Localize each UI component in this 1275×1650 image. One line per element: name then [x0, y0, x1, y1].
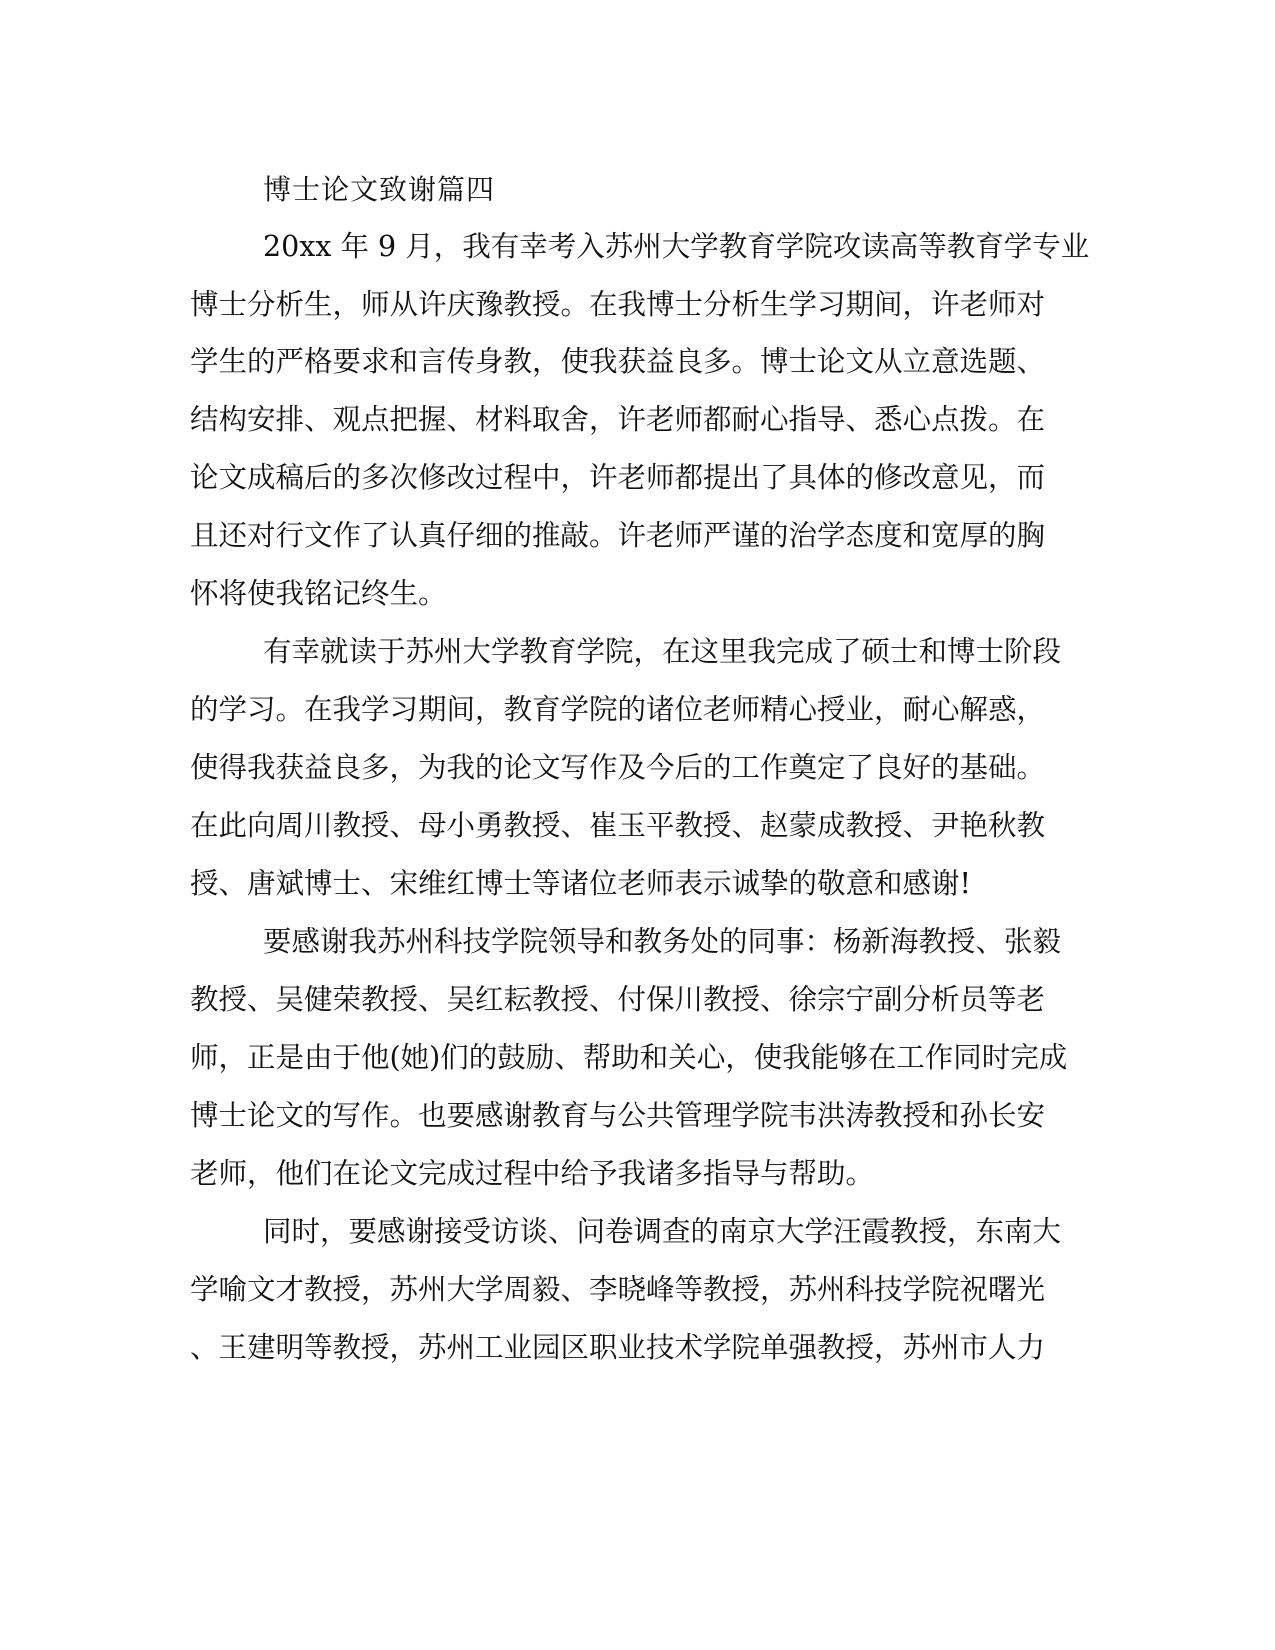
paragraph-line: 老师，他们在论文完成过程中给予我诸多指导与帮助。	[190, 1157, 875, 1190]
paragraph-line: 教授、吴健荣教授、吴红耘教授、付保川教授、徐宗宁副分析员等老	[190, 983, 1046, 1016]
paragraph-line: 怀将使我铭记终生。	[190, 577, 447, 610]
paragraph-line: 、王建明等教授，苏州工业园区职业技术学院单强教授，苏州市人力	[190, 1331, 1046, 1364]
paragraph-line: 且还对行文作了认真仔细的推敲。许老师严谨的治学态度和宽厚的胸	[190, 519, 1046, 552]
paragraph-line: 师，正是由于他(她)们的鼓励、帮助和关心，使我能够在工作同时完成	[190, 1041, 1068, 1074]
paragraph-line: 在此向周川教授、母小勇教授、崔玉平教授、赵蒙成教授、尹艳秋教	[190, 809, 1046, 842]
paragraph-line: 的学习。在我学习期间，教育学院的诸位老师精心授业，耐心解惑，	[190, 693, 1046, 726]
paragraph-line: 20xx 年 9 月，我有幸考入苏州大学教育学院攻读高等教育学专业	[263, 230, 1090, 263]
paragraph-line: 论文成稿后的多次修改过程中，许老师都提出了具体的修改意见，而	[190, 461, 1046, 494]
paragraph-line: 结构安排、观点把握、材料取舍，许老师都耐心指导、悉心点拨。在	[190, 403, 1046, 436]
paragraph-line: 使得我获益良多，为我的论文写作及今后的工作奠定了良好的基础。	[190, 751, 1046, 784]
document-title: 博士论文致谢篇四	[263, 173, 496, 206]
paragraph-line: 授、唐斌博士、宋维红博士等诸位老师表示诚挚的敬意和感谢!	[190, 867, 971, 900]
paragraph-line: 学喻文才教授，苏州大学周毅、李晓峰等教授，苏州科技学院祝曙光	[190, 1273, 1046, 1306]
paragraph-line: 博士论文的写作。也要感谢教育与公共管理学院韦洪涛教授和孙长安	[190, 1099, 1046, 1132]
paragraph-line: 同时，要感谢接受访谈、问卷调查的南京大学汪霞教授，东南大	[263, 1215, 1062, 1248]
paragraph-line: 学生的严格要求和言传身教，使我获益良多。博士论文从立意选题、	[190, 345, 1046, 378]
paragraph-line: 有幸就读于苏州大学教育学院，在这里我完成了硕士和博士阶段	[263, 635, 1062, 668]
paragraph-line: 博士分析生，师从许庆豫教授。在我博士分析生学习期间，许老师对	[190, 288, 1046, 321]
paragraph-line: 要感谢我苏州科技学院领导和教务处的同事：杨新海教授、张毅	[263, 925, 1062, 958]
